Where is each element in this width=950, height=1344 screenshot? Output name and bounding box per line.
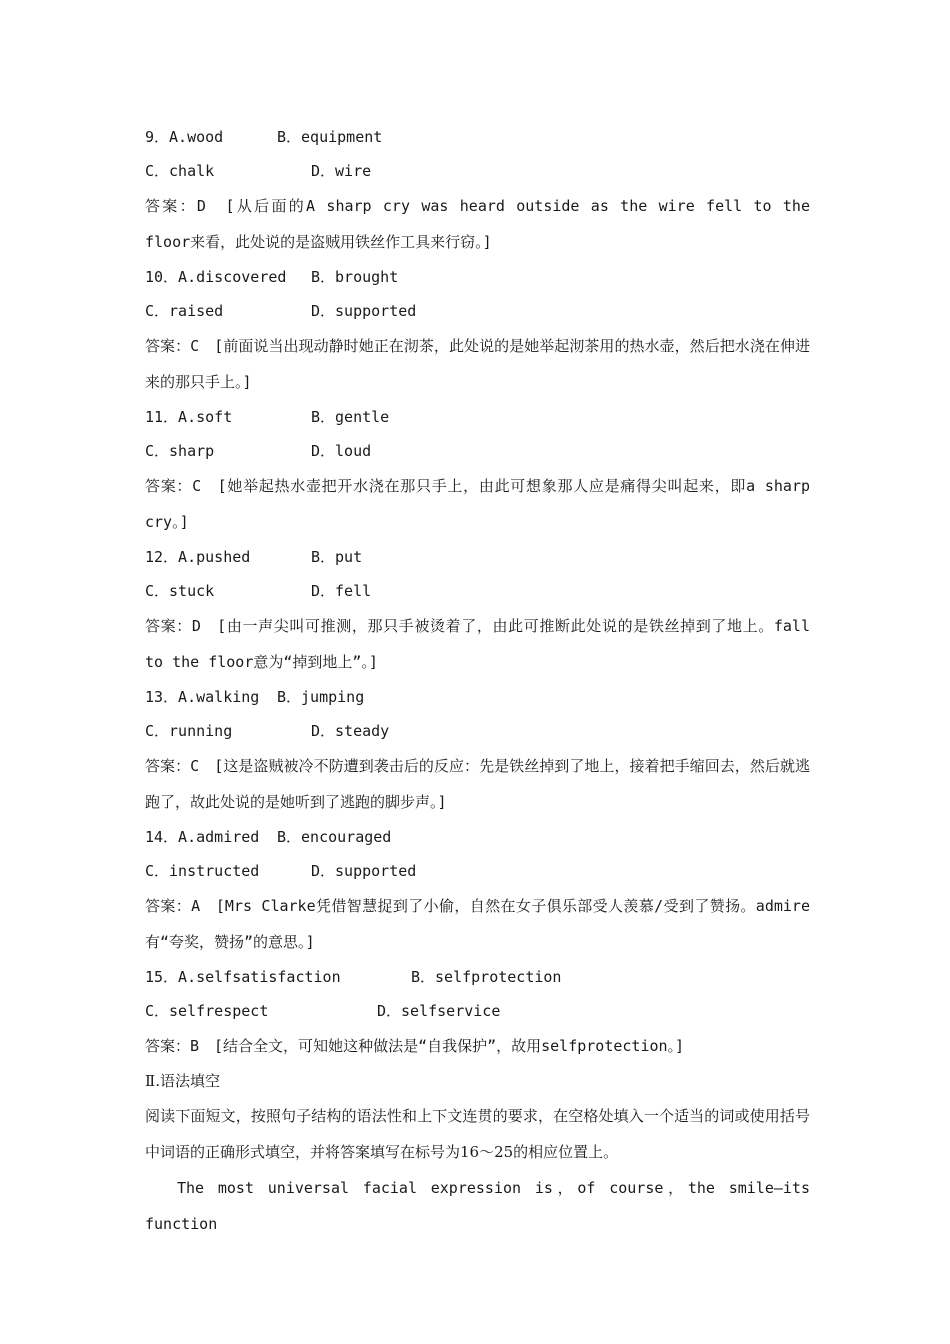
option-c: C．instructed bbox=[145, 862, 260, 880]
question-11-options-ab bbox=[145, 400, 810, 434]
question-13-options-cd bbox=[145, 714, 810, 748]
option-d: D．wire bbox=[311, 162, 372, 180]
question-14-answer: 答案：A [Mrs Clarke凭借智慧捉到了小偷，自然在女子俱乐部受人羡慕/受到了赞扬。admire有“夸奖，赞扬”的意思。] bbox=[145, 897, 810, 951]
question-11-answer: 答案：C [她举起热水壶把开水浇在那只手上，由此可想象那人应是痛得尖叫起来，即a sharp cry。] bbox=[145, 477, 810, 531]
option-a: 12．A.pushed bbox=[145, 548, 251, 566]
question-15-answer: 答案：B [结合全文，可知她这种做法是“自我保护”，故用selfprotection。] bbox=[145, 1037, 685, 1055]
option-b: B．gentle bbox=[311, 408, 390, 426]
option-d: D．supported bbox=[311, 302, 417, 320]
question-10-options-cd bbox=[145, 294, 810, 328]
option-a: 9．A.wood bbox=[145, 128, 224, 146]
option-a: 10．A.discovered bbox=[145, 268, 287, 286]
option-d: D．steady bbox=[311, 722, 390, 740]
option-c: C．stuck bbox=[145, 582, 215, 600]
question-14-options-cd bbox=[145, 854, 810, 888]
option-b: B．encouraged bbox=[277, 828, 392, 846]
option-b: B．selfprotection bbox=[411, 968, 562, 986]
question-13-answer: 答案：C [这是盗贼被冷不防遭到袭击后的反应：先是铁丝掉到了地上，接着把手缩回去，然后就逃跑了，故此处说的是她听到了逃跑的脚步声。] bbox=[145, 757, 810, 811]
option-a: 14．A.admired bbox=[145, 828, 260, 846]
question-15-options-ab bbox=[145, 960, 810, 994]
option-d: D．supported bbox=[311, 862, 417, 880]
option-b: B．put bbox=[311, 548, 363, 566]
option-a: 13．A.walking bbox=[145, 688, 260, 706]
option-a: 11．A.soft bbox=[145, 408, 233, 426]
question-10-options-ab bbox=[145, 260, 810, 294]
question-12-options-ab bbox=[145, 540, 810, 574]
option-c: C．chalk bbox=[145, 162, 215, 180]
option-d: D．loud bbox=[311, 442, 372, 460]
question-14-options-ab bbox=[145, 820, 810, 854]
option-d: D．selfservice bbox=[377, 1002, 501, 1020]
option-c: C．sharp bbox=[145, 442, 215, 460]
option-c: C．selfrespect bbox=[145, 1002, 269, 1020]
question-11-options-cd bbox=[145, 434, 810, 468]
option-b: B．brought bbox=[311, 268, 399, 286]
option-b: B．jumping bbox=[277, 688, 365, 706]
document-page bbox=[145, 120, 810, 1242]
option-b: B．equipment bbox=[277, 128, 383, 146]
option-d: D．fell bbox=[311, 582, 372, 600]
question-9-options-cd bbox=[145, 154, 810, 188]
passage-text: The most universal facial expression is，of course，the smile—its function bbox=[145, 1179, 810, 1233]
question-15-options-cd bbox=[145, 994, 810, 1028]
question-9-answer: 答案：D [从后面的A sharp cry was heard outside as the wire fell to the floor来看，此处说的是盗贼用铁丝作工具来行窃。] bbox=[145, 197, 810, 251]
option-c: C．running bbox=[145, 722, 233, 740]
question-12-answer: 答案：D [由一声尖叫可推测，那只手被烫着了，由此可推断此处说的是铁丝掉到了地上。fall to the floor意为“掉到地上”。] bbox=[145, 617, 810, 671]
option-a: 15．A.selfsatisfaction bbox=[145, 968, 341, 986]
section-title: Ⅱ.语法填空 bbox=[145, 1072, 220, 1090]
question-9-options-ab bbox=[145, 120, 810, 154]
question-13-options-ab bbox=[145, 680, 810, 714]
option-c: C．raised bbox=[145, 302, 224, 320]
question-10-answer: 答案：C [前面说当出现动静时她正在沏茶，此处说的是她举起沏茶用的热水壶，然后把水浇在伸进来的那只手上。] bbox=[145, 337, 810, 391]
question-12-options-cd bbox=[145, 574, 810, 608]
section-instructions: 阅读下面短文，按照句子结构的语法性和上下文连贯的要求，在空格处填入一个适当的词或使用括号中词语的正确形式填空，并将答案填写在标号为16～25的相应位置上。 bbox=[145, 1107, 810, 1161]
